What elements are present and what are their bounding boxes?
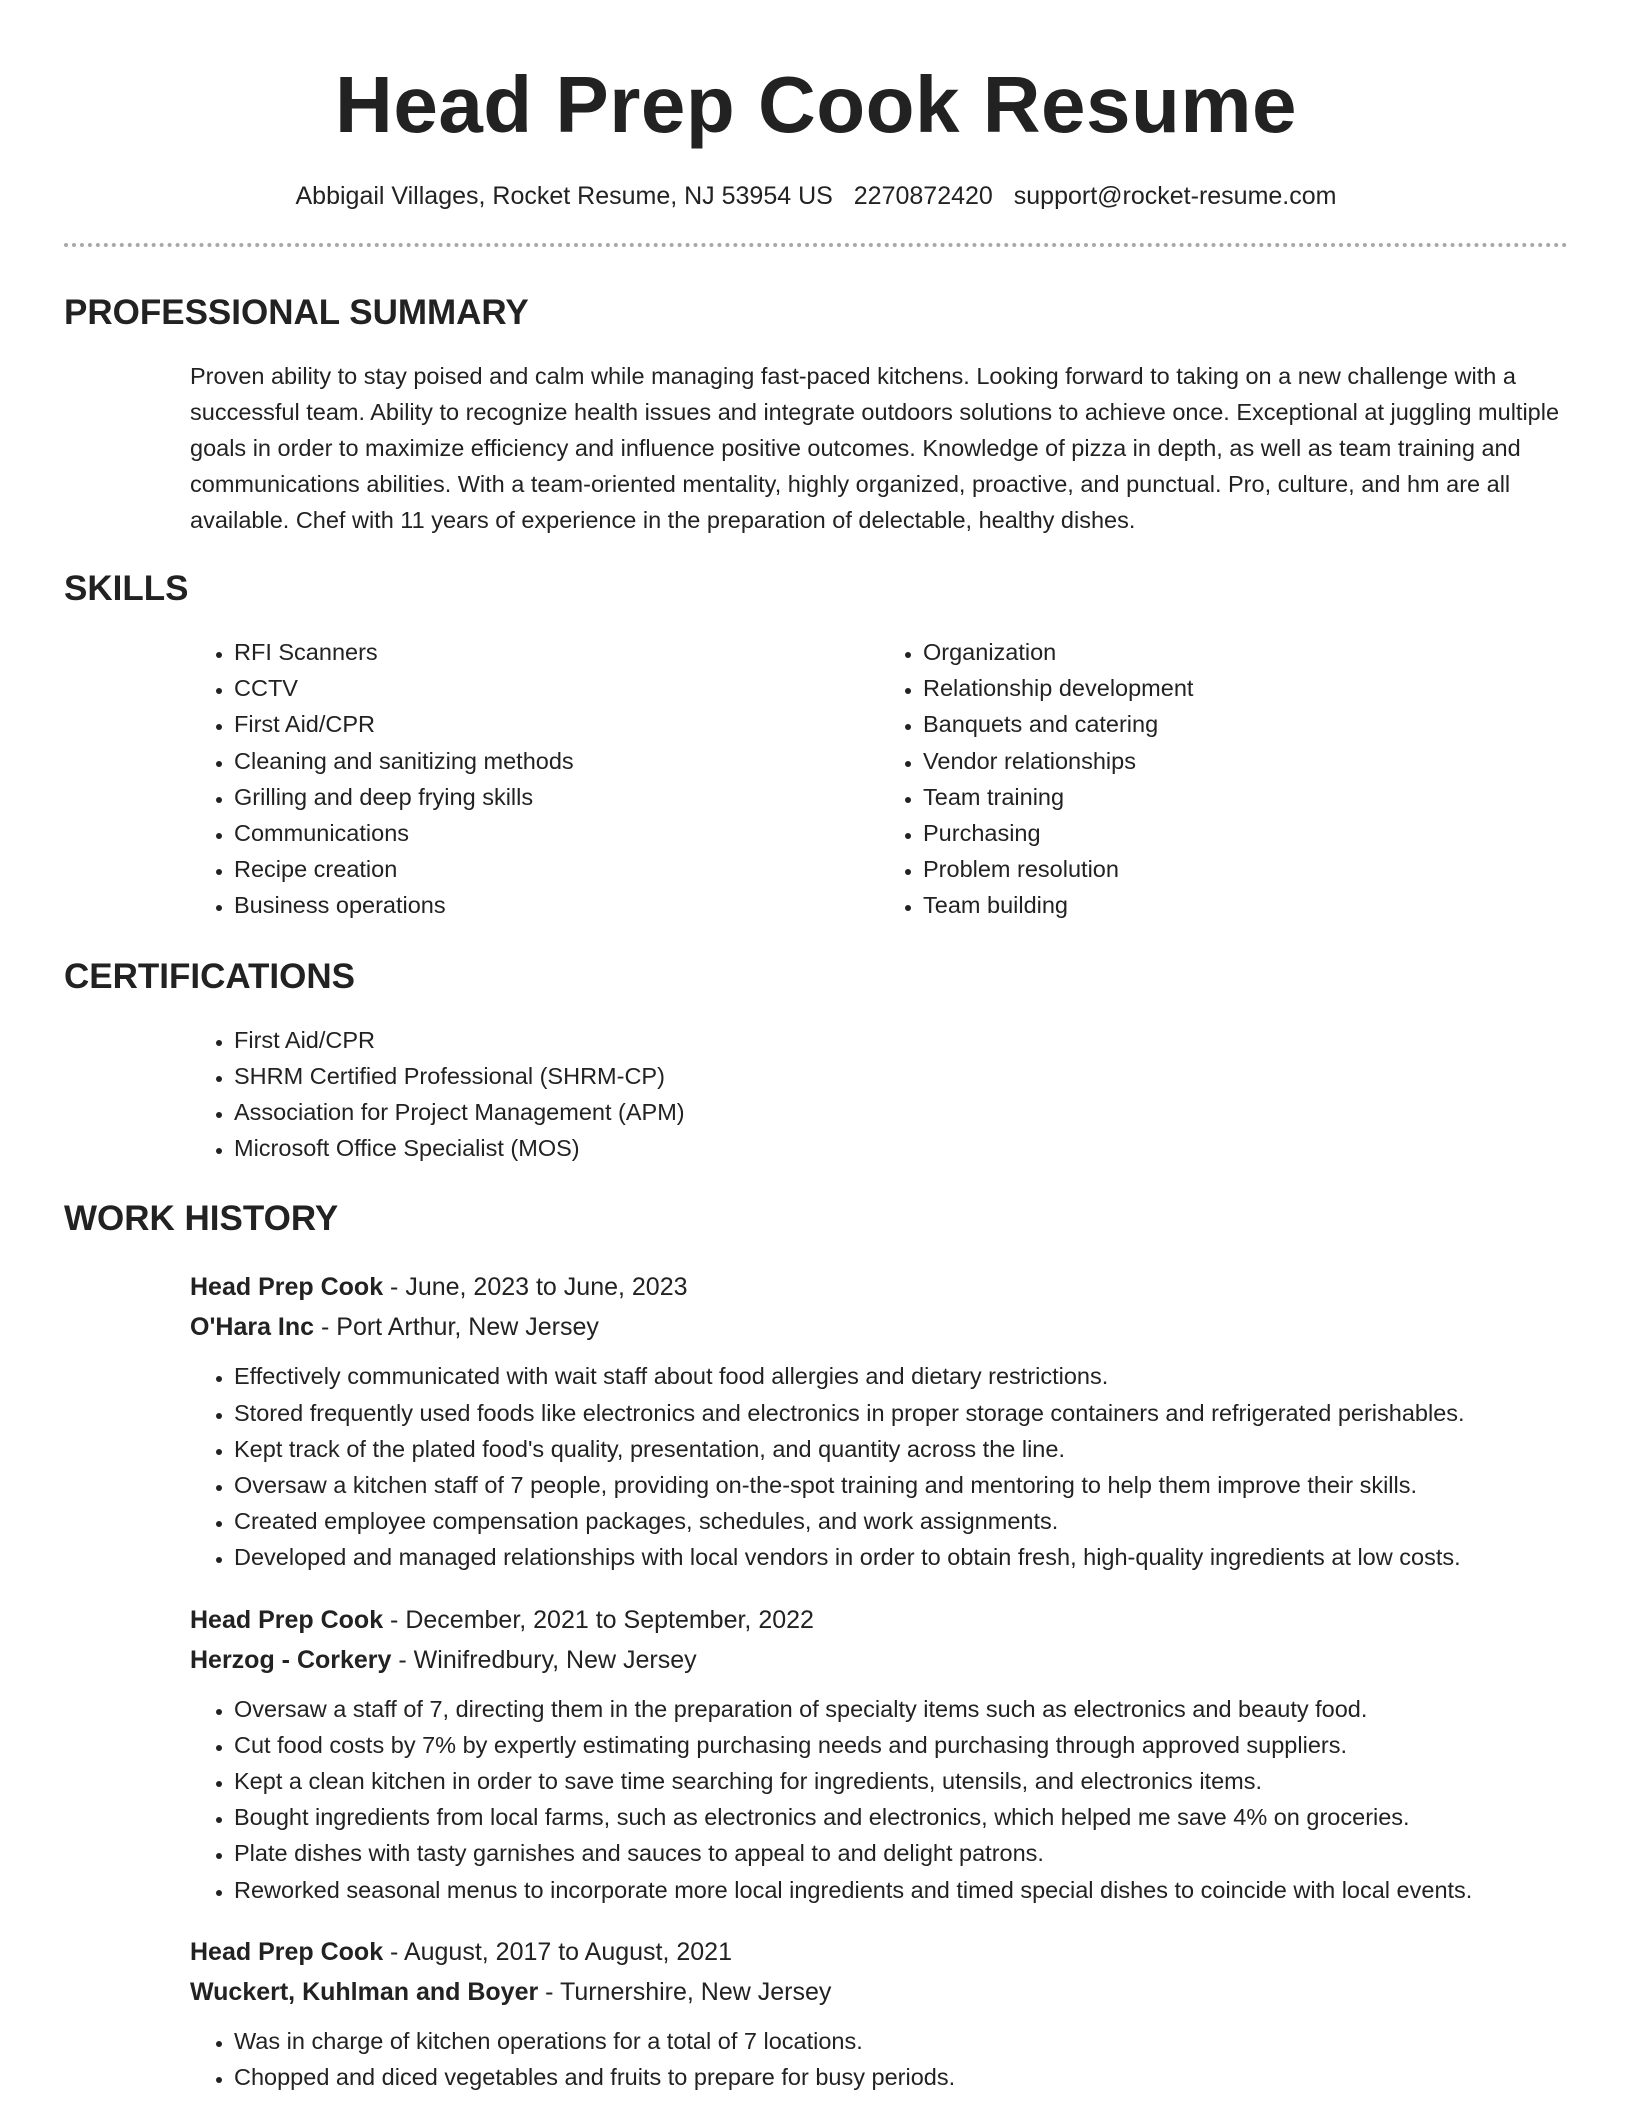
- job-company: Herzog - Corkery: [190, 1645, 392, 1674]
- skill-item: • Relationship development: [923, 670, 1568, 706]
- work-history-heading: WORK HISTORY: [64, 1199, 339, 1239]
- skills-left-list: [190, 634, 879, 924]
- job-bullet: • Developed and managed relationships with local vendors in order to obtain fresh, high-quality ingredients at low costs.: [234, 1539, 1568, 1575]
- contact-email: support@rocket-resume.com: [1013, 182, 1337, 210]
- job-title-line: [190, 1270, 1568, 1304]
- skill-item: • Communications: [234, 815, 879, 851]
- skill-item: • Problem resolution: [923, 851, 1568, 887]
- job-location: - Winifredbury, New Jersey: [391, 1645, 697, 1674]
- skill-item: • RFI Scanners: [234, 634, 879, 670]
- job-bullet: • Kept a clean kitchen in order to save time searching for ingredients, utensils, and electronics items.: [234, 1763, 1568, 1799]
- certifications-list: [190, 1022, 1568, 1167]
- certification-item: • Association for Project Management (APM): [234, 1094, 1568, 1130]
- skill-item: • Team building: [923, 887, 1568, 923]
- job-bullet: • Plate dishes with tasty garnishes and sauces to appeal to and delight patrons.: [234, 1835, 1568, 1871]
- job-bullet: • Created employee compensation packages, schedules, and work assignments.: [234, 1503, 1568, 1539]
- job-title-line: [190, 1603, 1568, 1637]
- job-title: Head Prep Cook: [190, 1937, 384, 1966]
- job-company-line: [190, 1310, 1568, 1344]
- job-bullets: [190, 2023, 1568, 2095]
- skill-item: • Team training: [923, 779, 1568, 815]
- job-entry: [190, 1603, 1568, 1908]
- job-location: - Turnershire, New Jersey: [538, 1977, 832, 2006]
- skill-item: • Cleaning and sanitizing methods: [234, 743, 879, 779]
- job-bullet: • Reworked seasonal menus to incorporate more local ingredients and timed special dishes to coincide with local events.: [234, 1872, 1568, 1908]
- job-entry: [190, 1935, 1568, 2095]
- contact-address: Abbigail Villages, Rocket Resume, NJ 53954 US: [295, 182, 833, 210]
- certification-item: • SHRM Certified Professional (SHRM-CP): [234, 1058, 1568, 1094]
- contact-phone: 2270872420: [853, 182, 993, 210]
- skill-item: • CCTV: [234, 670, 879, 706]
- job-dates: - December, 2021 to September, 2022: [383, 1605, 814, 1634]
- job-bullet: • Bought ingredients from local farms, such as electronics and electronics, which helped me save 4% on groceries.: [234, 1799, 1568, 1835]
- job-bullet: • Kept track of the plated food's quality, presentation, and quantity across the line.: [234, 1431, 1568, 1467]
- job-entry: [190, 1270, 1568, 1575]
- job-company: Wuckert, Kuhlman and Boyer: [190, 1977, 539, 2006]
- summary-heading: PROFESSIONAL SUMMARY: [64, 293, 529, 332]
- job-title-line: [190, 1935, 1568, 1969]
- job-bullet: • Oversaw a kitchen staff of 7 people, providing on-the-spot training and mentoring to help them improve their skills.: [234, 1467, 1568, 1503]
- page-title: Head Prep Cook Resume: [335, 60, 1297, 149]
- job-company-line: [190, 1643, 1568, 1677]
- job-company: O'Hara Inc: [190, 1313, 315, 1342]
- job-bullet: • Chopped and diced vegetables and fruits to prepare for busy periods.: [234, 2059, 1568, 2095]
- job-bullet: • Stored frequently used foods like electronics and electronics in proper storage containers and refrigerated perishables.: [234, 1395, 1568, 1431]
- skills-grid: [190, 634, 1568, 924]
- job-dates: - June, 2023 to June, 2023: [383, 1273, 688, 1302]
- job-company-line: [190, 1975, 1568, 2009]
- job-bullets: [190, 1691, 1568, 1908]
- certifications-heading: CERTIFICATIONS: [64, 956, 356, 996]
- job-bullet: • Cut food costs by 7% by expertly estimating purchasing needs and purchasing through approved suppliers.: [234, 1727, 1568, 1763]
- job-title: Head Prep Cook: [190, 1605, 384, 1634]
- skill-item: • Business operations: [234, 887, 879, 923]
- contact-line: [64, 180, 1568, 212]
- job-bullet: • Was in charge of kitchen operations for a total of 7 locations.: [234, 2023, 1568, 2059]
- job-dates: - August, 2017 to August, 2021: [383, 1937, 732, 1966]
- skill-item: • First Aid/CPR: [234, 706, 879, 742]
- summary-text: Proven ability to stay poised and calm while managing fast-paced kitchens. Looking forward to taking on a new challenge with a successful team. Ability to recognize health issues and integrate outdoors solutions to achieve once. Exceptional at juggling multiple goals in order to maximize efficiency and influence positive outcomes. Knowledge of pizza in depth, as well as team training and communications abilities. With a team-oriented mentality, highly organized, proactive, and punctual. Pro, culture, and hm are all available. Chef with 11 years of experience in the preparation of delectable, healthy dishes.: [190, 363, 1560, 533]
- certification-item: • Microsoft Office Specialist (MOS): [234, 1130, 1568, 1166]
- skill-item: • Vendor relationships: [923, 743, 1568, 779]
- skill-item: • Grilling and deep frying skills: [234, 779, 879, 815]
- job-title: Head Prep Cook: [190, 1273, 384, 1302]
- job-bullets: [190, 1358, 1568, 1575]
- skills-right-list: [879, 634, 1568, 924]
- job-bullet: • Effectively communicated with wait staff about food allergies and dietary restrictions.: [234, 1358, 1568, 1394]
- header-divider: [64, 243, 1568, 247]
- certification-item: • First Aid/CPR: [234, 1022, 1568, 1058]
- skill-item: • Purchasing: [923, 815, 1568, 851]
- skill-item: • Banquets and catering: [923, 706, 1568, 742]
- job-bullet: • Oversaw a staff of 7, directing them in the preparation of specialty items such as electronics and beauty food.: [234, 1691, 1568, 1727]
- skills-heading: SKILLS: [64, 569, 189, 608]
- skill-item: • Recipe creation: [234, 851, 879, 887]
- job-location: - Port Arthur, New Jersey: [314, 1313, 599, 1342]
- skill-item: • Organization: [923, 634, 1568, 670]
